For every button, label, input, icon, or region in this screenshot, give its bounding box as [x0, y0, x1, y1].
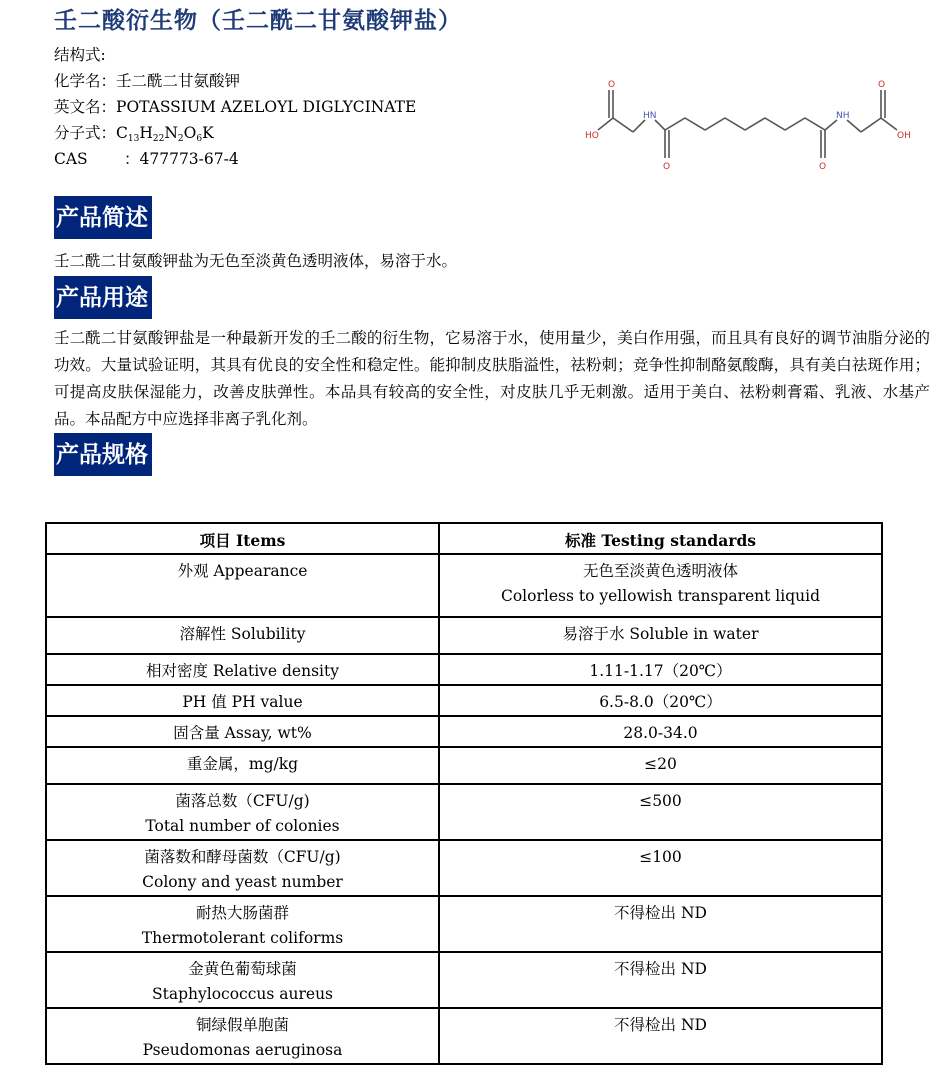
- formula-label: 分子式：: [54, 124, 117, 142]
- item-cell: 重金属，mg/kg: [46, 747, 439, 784]
- table-row: [46, 747, 882, 784]
- standard-cell: 无色至淡黄色透明液体 Colorless to yellowish transparent liquid: [439, 554, 882, 617]
- table-row: [46, 952, 882, 1008]
- cas-value: ：477773-67-4: [124, 150, 239, 168]
- atom-o-1: O: [608, 80, 616, 90]
- en-name-row: [54, 94, 416, 120]
- cas-label: CAS: [54, 150, 88, 168]
- structure-label: 结构式:: [54, 46, 106, 64]
- product-info: [54, 42, 416, 172]
- table-row: [46, 896, 882, 952]
- chem-name-row: [54, 68, 416, 94]
- formula-row: [54, 120, 416, 146]
- standard-cell: 6.5-8.0（20℃）: [439, 685, 882, 716]
- table-row: [46, 840, 882, 896]
- overview-text: 壬二酰二甘氨酸钾盐为无色至淡黄色透明液体，易溶于水。: [54, 252, 458, 270]
- atom-hn: HN: [643, 111, 657, 121]
- item-cell: 外观 Appearance: [46, 554, 439, 617]
- atom-o-3: O: [819, 162, 827, 172]
- overview-heading: 产品简述: [54, 196, 152, 239]
- standard-cell: ≤20: [439, 747, 882, 784]
- item-cell: PH 值 PH value: [46, 685, 439, 716]
- atom-o-2: O: [663, 162, 671, 172]
- standard-cell: ≤100: [439, 840, 882, 896]
- standard-cell: 不得检出 ND: [439, 1008, 882, 1064]
- page-title: 壬二酸衍生物（壬二酰二甘氨酸钾盐）: [54, 7, 462, 34]
- header-standards: 标准 Testing standards: [439, 523, 882, 554]
- item-cell: 铜绿假单胞菌 Pseudomonas aeruginosa: [46, 1008, 439, 1064]
- standard-cell: ≤500: [439, 784, 882, 840]
- structure-row: [54, 42, 416, 68]
- spec-heading: 产品规格: [54, 433, 152, 476]
- header-items: 项目 Items: [46, 523, 439, 554]
- table-row: [46, 685, 882, 716]
- standard-cell: 不得检出 ND: [439, 896, 882, 952]
- table-row: [46, 554, 882, 617]
- item-cell: 溶解性 Solubility: [46, 617, 439, 654]
- usage-text: 壬二酰二甘氨酸钾盐是一种最新开发的壬二酸的衍生物，它易溶于水，使用量少，美白作用强，而且具有良好的调节油脂分泌的功效。大量试验证明，其具有优良的安全性和稳定性。能抑制皮肤脂溢性，祛粉刺；竞争性抑制酪氨酸酶，具有美白祛斑作用；可提高皮肤保湿能力，改善皮肤弹性。本品具有较高的安全性，对皮肤几乎无刺激。适用于美白、祛粉刺膏霜、乳液、水基产品。本品配方中应选择非离子乳化剂。: [54, 329, 930, 428]
- item-cell: 固含量 Assay, wt%: [46, 716, 439, 747]
- usage-heading: 产品用途: [54, 276, 152, 319]
- en-name-label: 英文名：: [54, 98, 117, 116]
- standard-cell: 1.11-1.17（20℃）: [439, 654, 882, 685]
- table-row: [46, 617, 882, 654]
- atom-oh: OH: [897, 131, 911, 141]
- item-cell: 菌落数和酵母菌数（CFU/g) Colony and yeast number: [46, 840, 439, 896]
- chem-name-value: 壬二酰二甘氨酸钾: [116, 72, 241, 90]
- table-row: [46, 1008, 882, 1064]
- en-name-value: POTASSIUM AZELOYL DIGLYCINATE: [116, 98, 417, 116]
- formula-value: $C_{13}H_{22}N_2O_6K$: [116, 124, 214, 144]
- table-row: [46, 654, 882, 685]
- item-cell: 耐热大肠菌群 Thermotolerant coliforms: [46, 896, 439, 952]
- standard-cell: 不得检出 ND: [439, 952, 882, 1008]
- atom-o-4: O: [878, 80, 886, 90]
- cas-row: [54, 146, 416, 172]
- table-header-row: [46, 523, 882, 554]
- spec-table: [45, 522, 883, 1065]
- structural-formula: [583, 72, 923, 182]
- atom-ho: HO: [585, 131, 599, 141]
- standard-cell: 易溶于水 Soluble in water: [439, 617, 882, 654]
- chem-name-label: 化学名：: [54, 72, 117, 90]
- standard-cell: 28.0-34.0: [439, 716, 882, 747]
- item-cell: 相对密度 Relative density: [46, 654, 439, 685]
- table-row: [46, 784, 882, 840]
- atom-nh: NH: [836, 111, 850, 121]
- item-cell: 金黄色葡萄球菌 Staphylococcus aureus: [46, 952, 439, 1008]
- item-cell: 菌落总数（CFU/g) Total number of colonies: [46, 784, 439, 840]
- table-row: [46, 716, 882, 747]
